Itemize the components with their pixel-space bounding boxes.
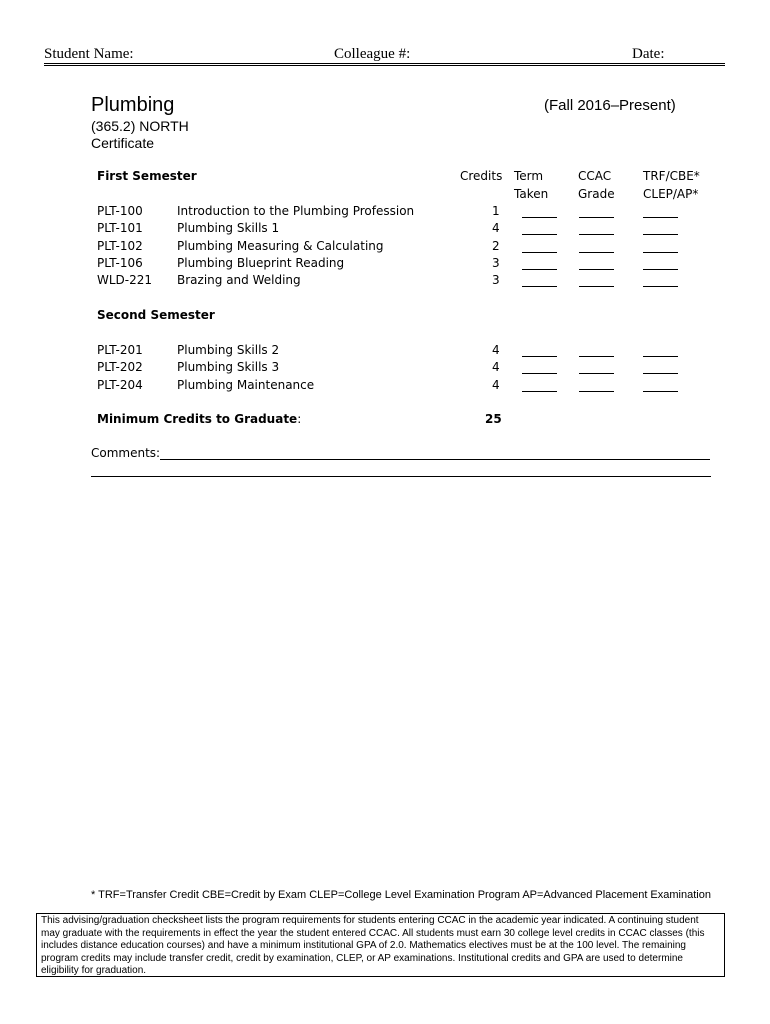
course-credits: 3 xyxy=(492,256,500,270)
term-taken-blank[interactable] xyxy=(522,356,557,357)
term-taken-blank[interactable] xyxy=(522,286,557,287)
term-column-header: Term xyxy=(514,169,544,183)
term-taken-blank[interactable] xyxy=(522,269,557,270)
course-credits: 2 xyxy=(492,239,500,253)
ccac-column-header-2: Grade xyxy=(578,187,615,201)
course-name: Plumbing Skills 2 xyxy=(177,343,280,357)
ccac-grade-blank[interactable] xyxy=(579,356,614,357)
course-code: PLT-100 xyxy=(97,204,143,218)
minimum-credits-colon: : xyxy=(297,412,302,426)
minimum-credits-value: 25 xyxy=(485,412,502,426)
course-name: Plumbing Blueprint Reading xyxy=(177,256,345,270)
trf-blank[interactable] xyxy=(643,286,678,287)
ccac-grade-blank[interactable] xyxy=(579,252,614,253)
trf-blank[interactable] xyxy=(643,252,678,253)
student-name-label: Student Name: xyxy=(44,46,134,62)
trf-blank[interactable] xyxy=(643,356,678,357)
ccac-grade-blank[interactable] xyxy=(579,286,614,287)
trf-blank[interactable] xyxy=(643,391,678,392)
header-rule-double xyxy=(44,65,725,66)
course-credits: 3 xyxy=(492,273,500,287)
term-taken-blank[interactable] xyxy=(522,252,557,253)
ccac-grade-blank[interactable] xyxy=(579,391,614,392)
semester-title: First Semester xyxy=(97,169,197,183)
ccac-grade-blank[interactable] xyxy=(579,373,614,374)
program-info xyxy=(91,118,189,152)
ccac-grade-blank[interactable] xyxy=(579,269,614,270)
program-title: Plumbing xyxy=(91,94,175,116)
trf-blank[interactable] xyxy=(643,373,678,374)
minimum-credits-row xyxy=(97,412,301,426)
program-term-range: (Fall 2016–Present) xyxy=(544,97,676,114)
footnote-legend: * TRF=Transfer Credit CBE=Credit by Exam CLEP=College Level Examination Program AP=Advanced Placement Examination xyxy=(91,889,711,901)
course-credits: 4 xyxy=(492,378,500,392)
trf-column-header: TRF/CBE* xyxy=(643,169,700,183)
header-rule xyxy=(44,63,725,64)
course-name: Plumbing Measuring & Calculating xyxy=(177,239,384,253)
trf-blank[interactable] xyxy=(643,269,678,270)
course-code: PLT-102 xyxy=(97,239,143,253)
advising-notice-box: This advising/graduation checksheet lists the program requirements for students entering CCAC in the academic year indicated. A continuing student may graduate with the requirements in effect the year the student entered CCAC. All students must earn 30 college level credits in CCAC classes (this includes distance education courses) and have a minimum institutional GPA of 2.0. Mathematics electives must be at the 100 level. The remaining program credits may include transfer credit, credit by examination, CLEP, or AP examinations. Institutional credits and GPA are used to determine eligibility for graduation. xyxy=(36,913,725,977)
course-code: WLD-221 xyxy=(97,273,153,287)
course-credits: 4 xyxy=(492,221,500,235)
course-name: Introduction to the Plumbing Profession xyxy=(177,204,415,218)
term-taken-blank[interactable] xyxy=(522,217,557,218)
course-name: Plumbing Skills 1 xyxy=(177,221,280,235)
course-credits: 4 xyxy=(492,360,500,374)
term-column-header-2: Taken xyxy=(514,187,549,201)
trf-blank[interactable] xyxy=(643,217,678,218)
colleague-number-label: Colleague #: xyxy=(334,46,411,62)
course-code: PLT-202 xyxy=(97,360,143,374)
ccac-column-header: CCAC xyxy=(578,169,612,183)
ccac-grade-blank[interactable] xyxy=(579,217,614,218)
term-taken-blank[interactable] xyxy=(522,373,557,374)
date-label: Date: xyxy=(632,46,665,62)
comments-input-line-2[interactable] xyxy=(91,476,711,477)
credits-column-header: Credits xyxy=(460,169,503,183)
course-code: PLT-106 xyxy=(97,256,143,270)
course-name: Plumbing Maintenance xyxy=(177,378,315,392)
term-taken-blank[interactable] xyxy=(522,391,557,392)
course-code: PLT-201 xyxy=(97,343,143,357)
course-name: Plumbing Skills 3 xyxy=(177,360,280,374)
course-name: Brazing and Welding xyxy=(177,273,301,287)
minimum-credits-label: Minimum Credits to Graduate xyxy=(97,412,298,426)
course-credits: 1 xyxy=(492,204,500,218)
program-code: (365.2) NORTH xyxy=(91,118,189,134)
ccac-grade-blank[interactable] xyxy=(579,234,614,235)
trf-blank[interactable] xyxy=(643,234,678,235)
student-info-header xyxy=(44,46,725,66)
course-code: PLT-101 xyxy=(97,221,143,235)
semester-title: Second Semester xyxy=(97,308,215,322)
program-award: Certificate xyxy=(91,135,155,151)
trf-column-header-2: CLEP/AP* xyxy=(643,187,699,201)
course-credits: 4 xyxy=(492,343,500,357)
comments-input-line[interactable] xyxy=(160,459,710,460)
comments-label: Comments: xyxy=(91,446,161,460)
term-taken-blank[interactable] xyxy=(522,234,557,235)
course-code: PLT-204 xyxy=(97,378,143,392)
